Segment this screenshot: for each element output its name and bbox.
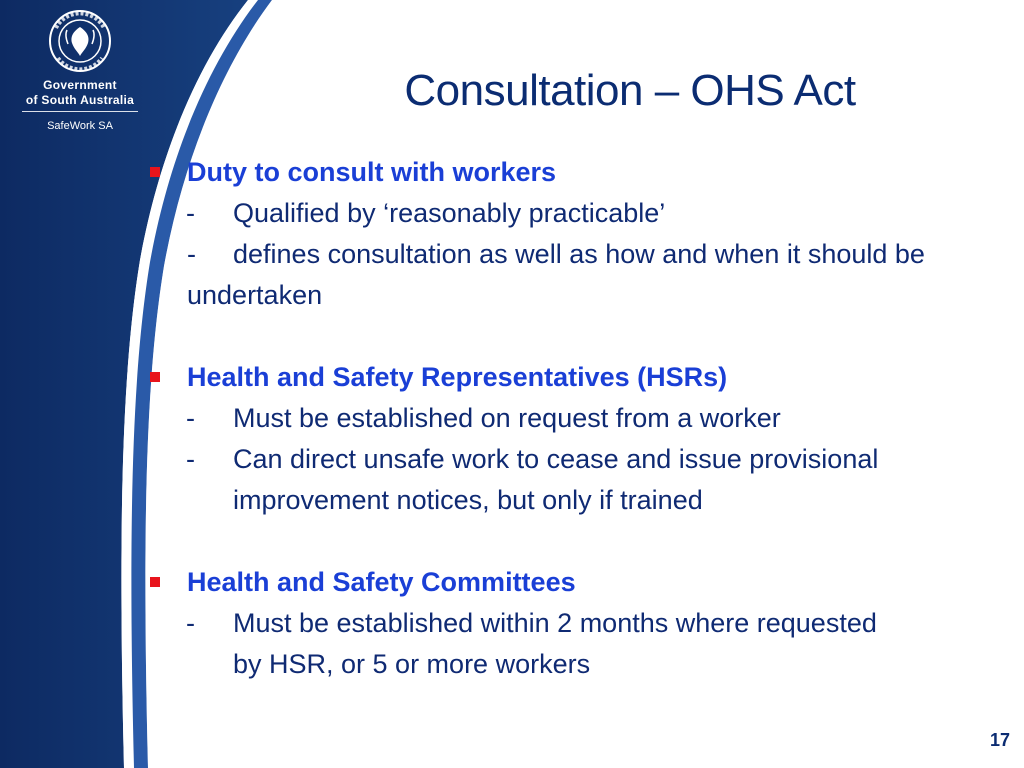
logo-subtitle: SafeWork SA (47, 120, 113, 132)
section-heading-row (150, 152, 1020, 193)
page-number: 17 (989, 730, 1010, 750)
section-committees (150, 562, 1020, 685)
dash-marker: - (187, 239, 196, 269)
dash-marker: - (186, 198, 195, 228)
section-duty-to-consult (150, 152, 1020, 316)
list-item-text: defines consultation as well as how and when it should be undertaken (187, 239, 925, 310)
government-logo (0, 0, 160, 150)
logo-line-south-australia: of South Australia (25, 93, 135, 107)
bullet-square-icon (150, 372, 160, 382)
section-heading-row (150, 562, 1020, 603)
list-item-text: Must be established within 2 months where requested by HSR, or 5 or more workers (233, 608, 877, 679)
dash-marker: - (186, 608, 195, 638)
list-item-text: Must be established on request from a worker (233, 403, 781, 433)
section-hsrs (150, 357, 1020, 521)
seal-icon (0, 0, 160, 80)
bullet-square-icon (150, 577, 160, 587)
section-heading: Health and Safety Committees (187, 567, 576, 597)
list-item-text: Qualified by ‘reasonably practicable’ (233, 198, 666, 228)
list-item (150, 234, 1020, 316)
list-item (150, 398, 1020, 439)
section-heading: Duty to consult with workers (187, 157, 557, 187)
bullet-square-icon (150, 167, 160, 177)
dash-marker: - (186, 403, 195, 433)
list-item-text: Can direct unsafe work to cease and issue provisional improvement notices, but only if trained (233, 444, 879, 515)
dash-marker: - (186, 444, 195, 474)
list-item (150, 603, 1020, 685)
logo-divider (22, 111, 138, 112)
slide-title: Consultation – OHS Act (404, 66, 856, 115)
list-item (150, 439, 1020, 521)
section-heading: Health and Safety Representatives (HSRs) (187, 362, 728, 392)
slide-content (150, 152, 1020, 726)
logo-line-government: Government (43, 78, 117, 92)
list-item (150, 193, 1020, 234)
section-heading-row (150, 357, 1020, 398)
